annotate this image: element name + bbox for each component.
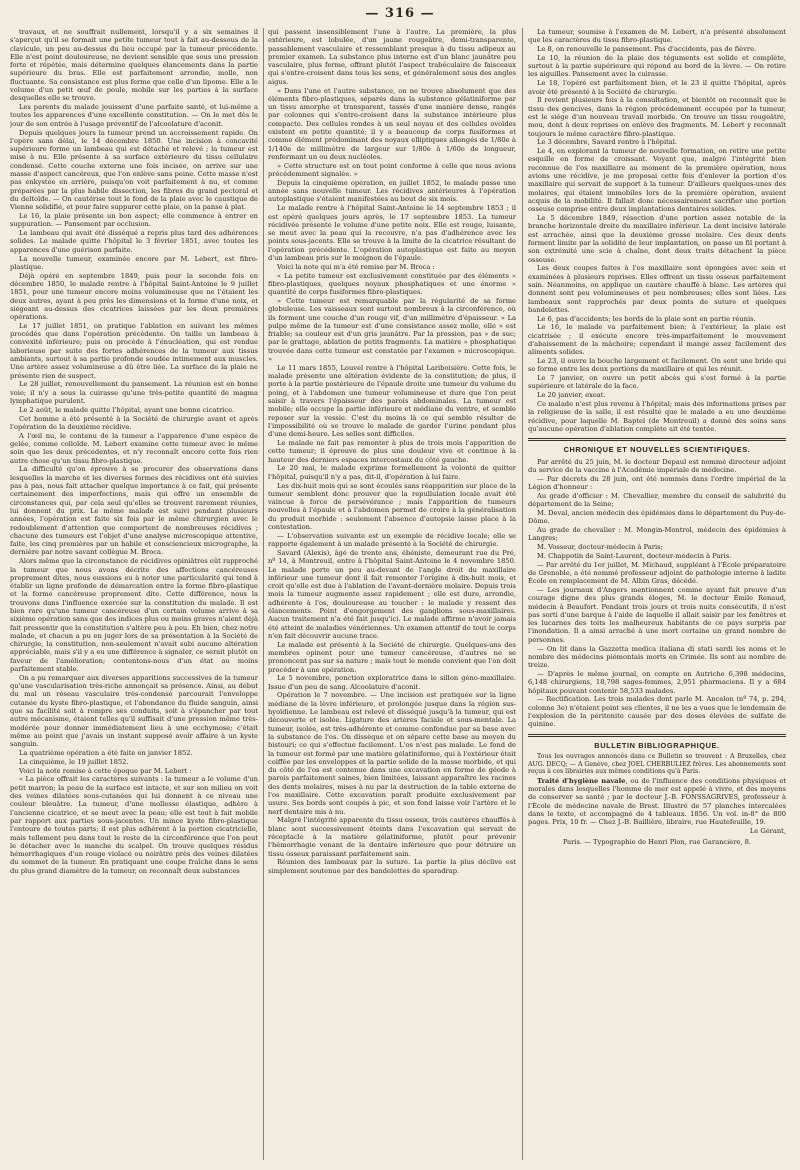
paragraph: — L'observation suivante est un exemple de récidive locale; elle se rapporte également à un malade présenté à la Société de chirurgie. [268,531,516,549]
bibliography-entry [528,777,786,827]
paragraph: Opération le 7 novembre. — Une incision est pratiquée sur la ligne médiane de la lèvre inférieure, et prolongée jusque dans la région sus-hyoïdienne. Le lambeau est relevé et disséqué jusqu'à la tumeur, qui est découverte et isolée. Ligature des artères faciale et sous-mentale. La tumeur, isolée, est très-adhérente et comme confondue par sa base avec la substance de l'os. On dissèque et on sépare cette base au moyen du bistouri; ce qui s'effectue facilement. L'os n'est pas malade. Le fond de la tumeur est formé par une matière gélatiniforme, qui à l'extérieur était coiffée par les enveloppes et la partie solide de la masse morbide, et qui du côté de l'os est contenue dans une excavation en forme de géode à parois parfaitement saines, bien limitées, laissant apparaître les racines des dents molaires, mises à nu par la destruction de la table externe de l'os maxillaire. Cette excavation paraît produite exclusivement par usure. Ses bords sont coupés à pic, et son fond laisse voir l'artère et le nerf dentaire mis à nu. [268,691,516,816]
news-item: — Par arrêté du 1er juillet, M. Michaud, suppléant à l'École préparatoire de Grenoble, a été nommé professeur adjoint de pathologie interne à ladite École en remplacement de M. Albin Gras, décédé. [528,560,786,586]
news-item: M. Chappotin de Saint-Laurent, docteur-médecin à Paris. [537,551,732,560]
paragraph: Le 11 mars 1855, Louvel rentre à l'hôpital Lariboisière. Cette fois, le malade présente une altération évidente de la constitution; de plus, il porte à la partie postérieure de l'épaule droite une tumeur du volume du poing, et à l'abdomen une tumeur volumineuse et dure que l'on peut saisir à travers l'épaisseur des parois abdominales. La tumeur est mobile; elle occupe la partie inférieure et médiane du ventre, et semble reposer sur la vessie. C'est du moins là ce qui semble résulter de l'impossibilité où se trouve le malade de garder l'urine pendant plus d'une demi-heure. Les selles sont difficiles. [268,363,516,439]
news-item: — On lit dans la Gazzetta medica italiana di stati sardi les noms et le nombre des médecins piémontais morts en Crimée. Ils sont au nombre de treize. [528,644,786,670]
paragraph: Le malade est présenté à la Société de chirurgie. Quelques-uns des membres opinent pour une tumeur cancéreuse, d'autres ne se prononcent pas sur sa nature ; mais tout le monde convient que l'on doit procéder à une opération. [268,640,516,674]
paragraph: » Cette structure est en tout point conforme à celle que nous avions précédemment signalée. » [268,161,516,179]
book-title: Traité d'hygiène navale [537,776,626,785]
news-item: M. Vosseur, docteur-médecin à Paris; [537,543,663,552]
paragraph: » Dans l'une et l'autre substance, on ne trouve absolument que des éléments fibro-plastiques, séparés dans la substance gélatiniforme par un tissu amorphe et transparent, tassés d'une manière dense, rangés par colonnes qui s'entre-croisent dans la substance intérieure plus compacte. Des cellules rondes à un seul noyau et des cellules ovoïdes existent en petite quantité; il y a beaucoup de corps fusiformes et comme élément prédominant des noyaux elliptiques allongés de 1/80e à 1/140e de millimètre de largeur sur 1/80e à 1/60e de longueur, renfermant un ou deux nucléoles. [268,86,516,161]
gerant-signature: Le Gérant, [749,827,786,836]
paragraph: « La petite tumeur est exclusivement constituée par des éléments » fibro-plastiques, quelques noyaux phosphatiques et une énorme » quantité de corps fusiformes fibro-plastiques. [268,271,516,297]
paragraph: Déjà opéré en septembre 1849, puis pour la seconde fois en décembre 1850, le malade rentre à l'hôpital Saint-Antoine le 9 juillet 1851, pour une tumeur encore moins volumineuse que ne l'étaient les deux autres, ayant à peu près les dimensions et la forme d'une noix, et siégeant au-dessus des cicatrices laissées par les deux premières opérations. [10,271,258,322]
paragraph: Voici la note qui m'a été remise par M. Broca : [277,262,435,271]
paragraph: Le 8, on renouvelle le pansement. Pas d'accidents, pas de fièvre. [537,45,757,54]
text-column-middle [268,28,516,1158]
paragraph: Depuis la cinquième opération, en juillet 1852, le malade passe une année sans nouvelle tumeur. Les récidives antérieures à l'opération autoplastique s'étaient manifestées au bout de six mois. [268,178,516,204]
paragraph: Le 3 décembre, Savard rentre à l'hôpital. [537,138,678,147]
news-item: Au grade d'officier : M. Chevallier, membre du conseil de salubrité du département de la Seine; [528,491,786,509]
paragraph: qui passent insensiblement l'une à l'autre. La première, la plus extérieure, est lobulée, d'un jaune rougeâtre, demi-transparente, passablement vasculaire et ressemblant presque à du tissu adipeux au premier examen. La substance plus interne est d'un blanc jaunâtre peu vasculaire, plus ferme, offrant plutôt l'aspect trabéculaire de faisceaux qui s'entre-croisent dans tous les sens, et généralement sous des angles aigus. [268,28,516,86]
paragraph: Cet homme a été présenté à la Société de chirurgie avant et après l'opération de la deuxième récidive. [10,414,258,431]
paragraph: Le 5 décembre 1849, résection d'une portion assez notable de la branche horizontale droite du maxillaire inférieur. La dent incisive latérale est arrachée, ainsi que la deuxième grosse molaire. Ces deux dents forment limite par la solidité de leur implantation, on passe un fil portant à son extrémité une scie à chaîne, dont deux traits détachent la pièce osseuse. [528,214,786,264]
book-description: , ou de l'influence des conditions physiques et morales dans lesquelles l'homme de mer est appelé à vivre, et des moyens de conserver sa santé ; par le docteur J.-B. FONSSAGRIVES, professeur à l'École de médecine navale de Brest. Illustré de 57 planches intercalées dans le texte, et accompagné de 4 tableaux. 1856. Un vol. in-8° de 800 pages. Prix, 10 fr. — Chez J.-B. Baillière, libraire, rue Hautefeuille, 19. [528,776,786,827]
paragraph: Le 20 janvier, exeat. [537,391,606,400]
paragraph: Le 7 janvier, on ouvre un petit abcès qui s'est formé à la partie supérieure et latérale de la face. [528,374,786,391]
paragraph: » Cette tumeur est remarquable par la régularité de sa forme globuleuse. Les vaisseaux sont surtout nombreux à la circonférence, où ils forment une couche d'un rouge vif, d'un millimètre d'épaisseur. » La pulpe même de la tumeur est d'une consistance assez molle, elle » est friable; sa couleur est d'un gris jaunâtre. Par la pression, pas » de suc; par le grattage, ablation de petits fragments. La matière » phosphatique trouvée dans cette tumeur est constatée par l'examen » microscopique. » [268,297,516,364]
text-column-left [10,28,258,1158]
paragraph: La tumeur, soumise à l'examen de M. Lebert, n'a présenté absolument que les caractères du tissu fibro-plastique. [528,28,786,45]
news-item: — Les journaux d'Angers mentionnent comme ayant fait preuve d'un courage digne des plus grands éloges, M. le docteur Émile Renaud, médecin à Beaufort. Pendant trois jours et trois nuits consécutifs, il n'est pas sorti d'une barque à l'aide de laquelle il allait saisir par les fenêtres et les lucarnes des toits les malheureux habitants de ce pays surpris par l'inondation. Il a ainsi arraché à une mort certaine un grand nombre de personnes. [528,586,786,644]
section-separator [528,438,786,439]
paragraph: Le 17 juillet 1851, on pratique l'ablation en suivant les mêmes procédés que dans l'opération précédente. On taille un lambeau à convexité inférieure; puis on procède à l'énucléation, qui est rendue laborieuse par suite des fortes adhérences de la tumeur aux tissus ambiants, surtout à sa partie profonde soudée intimement aux muscles. Une artère assez volumineuse a dû être liée. La surface de la plaie ne présente rien de suspect. [10,321,258,380]
paragraph: On a pu remarquer aux diverses apparitions successives de la tumeur qu'une vascularisation très-riche annonçait sa présence. Ainsi, au début du mal un réseau vasculaire très-condensé parcourait l'enveloppe cutanée du kyste fibro-plastique, et l'abondance du fluide sanguin, ainsi que sa facilité soit à rompre ses conduits, soit à s'épancher par tout autre mécanisme, étaient telles qu'il suffisait d'une pression même très-modérée pour donner immédiatement lieu à une ecchymose; c'était même au point que j'avais un instant supposé avoir affaire à un kyste sanguin. [10,673,258,749]
paragraph: Voici la note remise à cette époque par M. Lebert : [19,766,192,775]
news-item: — D'après le même journal, on compte en Autriche 6,398 médecins, 6,148 chirurgiens, 18,798 sages-femmes, 2,951 pharmaciens. Il y a 684 hôpitaux pouvant contenir 58,533 malades. [528,669,786,695]
news-item: — Rectification. Les trois malades dont parle M. Ancelon (nº 74, p. 294, colonne 3e) n'étaient point ses clientes, il ne les a vues que le lendemain de l'explosion de la péritonite causée par des doses élevées de sulfate de quinine. [528,695,786,729]
paragraph: Le 23, il ouvre la bouche largement et facilement. On sent une bride qui se forme entre les deux portions du maxillaire et qui les réunit. [528,357,786,374]
paragraph: La cinquième, le 19 juillet 1852. [19,757,129,766]
paragraph: Le 16, le malade va parfaitement bien; à l'extérieur, la plaie est cicatrisée ; il exécute encore très-imparfaitement le mouvement d'abaissement de la mâchoire; cependant il mange assez facilement des aliments solides. [528,323,786,357]
paragraph: Le 5 novembre, ponction exploratrice dans le sillon géno-maxillaire. Issue d'un peu de sang. Alcoolature d'aconit. [268,674,516,691]
section-separator [528,440,786,441]
paragraph: Réunion des lambeaux par la suture. La partie la plus déclive est simplement soutenue par des bandelettes de sparadrap. [268,858,516,875]
section-separator [528,736,786,737]
paragraph: Le malade rentre à l'hôpital Saint-Antoine le 14 septembre 1853 ; il est opéré quelques jours après, le 17 septembre 1853. La tumeur récidivée présente le volume d'une petite noix. Elle est rouge, luisante, se meut avec la peau qui la recouvre, n'a pas d'adhérence avec les points sous-jacents. Elle se trouve à la limite de la cicatrice résultant de l'opération précédente. L'opération autoplastique est faite au moyen d'un lambeau pris sur le moignon de l'épaule. [268,204,516,263]
news-item: Par arrêté du 25 juin, M. le docteur Depaul est nommé directeur adjoint du service de la vaccine à l'Académie impériale de médecine. [528,457,786,474]
paragraph: Ce malade n'est plus revenu à l'hôpital; mais des informations prises par la religieuse de la salle, il est résulté que le malade a eu une deuxième récidive, pour laquelle M. Baptel (de Montreuil) a donné des soins sans qu'aucune opération d'ablation complète ait été tentée. [528,400,786,433]
paragraph: Les parents du malade jouissent d'une parfaite santé, et lui-même a toutes les apparences d'une excellente constitution. — On le met dès le jour de son entrée à l'usage préventif de l'alcoolature d'aconit. [10,103,258,128]
paragraph: La quatrième opération a été faite en janvier 1852. [19,749,193,758]
paragraph: Alors même que la circonstance de récidives opiniâtres eût rapproché la tumeur que nous avons décrite des affections cancéreuses proprement dites, nous eussions eu à noter une particularité qui tend à établir un ligne profonde de démarcation entre la forme fibro-plastique et la forme cancéreuse proprement dite. Cette différence, nous la trouvons dans l'influence exercée sur la constitution du malade. Il est bien rare qu'une tumeur cancéreuse d'un certain volume arrive à sa sixième opération sans que des indices plus ou moins graves n'aient déjà fait pressentir que la constitution s'altère peu à peu. Eh bien, chez notre malade, et chacun a pu en juger lors de sa présentation à la Société de chirurgie, la constitution, non-seulement n'avait subi aucune altération appréciable, mais s'il y a eu une différence à signaler, ce serait plutôt en faveur de l'amélioration; contentons-nous d'un état au moins parfaitement stable. [10,557,258,674]
column-divider [522,28,523,1160]
paragraph: Le 2 août, le malade quitte l'hôpital, ayant une bonne cicatrice. [19,405,235,414]
paragraph: Le 16, la plaie présente un bon aspect; elle commence à entrer en suppuration. — Pansement par occlusion. [10,212,258,229]
paragraph: Les dix-huit mois qui se sont écoulés sans réapparition sur place de la tumeur semblent donc prouver que la repullulation locale avait été vaincue à force de persévérance ; mais l'apparition de tumeurs nouvelles à l'épaule et à l'abdomen permet de croire à la généralisation du produit morbide : seulement l'absence d'autopsie laisse place à la contestation. [268,481,516,532]
paragraph: Malgré l'intégrité apparente du tissu osseux, trois cautères chauffés à blanc sont successivement éteints dans l'excavation qui servait de réceptacle à la matière gélatiniforme, plutôt pour prévenir l'hémorrhagie venant de la dentaire inférieure que pour détruire un tissu osseux paraissant parfaitement sain. [268,816,516,858]
section-separator [528,734,786,735]
paragraph: Le 4, en explorant la tumeur de nouvelle formation, on retire une petite esquille en forme de croissant. Voyant que, malgré l'intégrité bien reconnue de l'os maxillaire au moment de la première opération, nous avions une récidive, je me proposai cette fois d'enlever la portion d'os maxillaire qui servait de support à la tumeur. D'ailleurs quelques-unes des molaires, qui étaient immobiles lors de la première opération, avaient acquis de la mobilité. Il fallait donc nécessairement sacrifier une portion osseuse comprise entre deux implantations dentaires solides. [528,147,786,214]
paragraph: Le 18, l'opéré est parfaitement bien, et le 23 il quitte l'hôpital, après avoir été présenté à la Société de chirurgie. [528,79,786,96]
printer-imprint: Paris. — Typographie de Henri Plon, rue Garancière, 8. [562,838,752,847]
paragraph: travaux, et ne souffrait nullement, lorsqu'il y a six semaines il s'aperçut qu'il se formait une petite tumeur tout à fait au-dessous de la clavicule, un peu au-dessus du lieu occupé par la tumeur précédente. Elle n'est point douloureuse, ne devient sensible que sous une pression forte et répétée, mais détermine quelques élancements dans la partie supérieure du bras. Elle est parfaitement arrondie, molle, non fluctuante. Sa consistance est plus ferme que celle d'un lipome. Elle a le volume d'un petit œuf de poule, mobile sur les parties à la surface desquelles elle se trouve. [10,28,258,103]
paragraph: Le 28 juillet, renouvellement du pansement. La réunion est en bonne voie; il n'y a sous la cuirasse qu'une très-petite quantité de magma lymphatique purulent. [10,380,258,406]
paragraph: La difficulté qu'on éprouve à se procurer des observations dans lesquelles la marche et les diverses formes des récidives ont été suivies pas à pas, nous fait attacher quelque importance à ce fait, qui présente certainement des imperfections, mais qui offre un ensemble de circonstances qui, par cela seul qu'elles se trouvent rarement réunies, lui donnent du prix. Le même malade est suivi pendant plusieurs années, l'opération est faite six fois par le même chirurgien avec le redoublement d'attention que comportent de nombreuses récidives ; chacune des tumeurs est l'objet d'une analyse microscopique attentive, faite, les cinq premières par un habile et consciencieux micrographe, la dernière par notre savant collègue M. Broca. [10,465,258,557]
paragraph: Savard (Alexis), âgé de trente ans, ébéniste, demeurant rue du Pré, nº 14, à Montreuil, entre à l'hôpital Saint-Antoine le 4 novembre 1850. Le malade porte un peu au-devant de l'angle droit du maxillaire inférieur une tumeur dont il fait remonter l'origine à dix-huit mois, et croit qu'elle est due à l'ablation de l'avant-dernière molaire. Depuis trois mois la tumeur augmente assez rapidement ; elle est dure, arrondie, adhérente à l'os, douloureuse au toucher : le malade y ressent des élancements. Point d'engorgement des ganglions sous-maxillaires. Aucun traitement n'a été fait jusqu'ici. Le malade affirme n'avoir jamais été atteint de maladies vénériennes. Un examen attentif de tout le corps n'en fait découvrir aucune trace. [268,548,516,640]
text-column-right [528,28,786,1158]
paragraph: Le 20 mai, le malade exprime formellement la volonté de quitter l'hôpital, puisqu'il n'y a pas, dit-il, d'opération à lui faire. [268,464,516,481]
page-number: — 316 — [365,6,435,21]
bulletin-title: BULLETIN BIBLIOGRAPHIQUE. [594,740,720,750]
paragraph: Il revient plusieurs fois à la consultation, et bientôt on reconnaît que le tissu des gencives, dans la région précédemment occupée par la tumeur, est le siége d'un nouveau travail morbide. On trouve un tissu rougeâtre, mou, dont à deux reprises on enlève des fragments. M. Lebert y reconnaît toujours le même caractère fibro-plastique. [528,96,786,138]
paragraph: Le 10, la réunion de la plaie des téguments est solide et complète, surtout à la partie supérieure qui répond au bord de la lèvre. — On retire les aiguilles. Pansement avec la cuirasse. [528,53,786,79]
paragraph: Depuis quelques jours la tumeur prend un accroissement rapide. On l'opère sans délai, le 14 décembre 1850. Une incision à concavité supérieure forme un lambeau qui est détaché et relevé ; la tumeur est mise à nu. Elle présente à sa surface extérieure du tissu cellulaire condensé. Cette couche externe une fois incisée, on arrive sur une masse d'aspect cancéreux, que l'on enlève sans peine. Cette masse n'est pas enkystée en arrière, puisqu'on voit parfaitement à nu, et comme préparées par la plus habile dissection, les fibres du grand pectoral et du deltoïde. — On cautérise tout le fond de la plaie avec le caustique de Vienne solidifié, et pour faire suppurer cette plaie, on la panse à plat. [10,128,258,212]
paragraph: La nouvelle tumeur, examinée encore par M. Lebert, est fibro-plastique. [10,254,258,271]
news-item: Au grade de chevalier : M. Mongin-Montrol, médecin des épidémies à Langres; [528,525,786,543]
column-divider [263,28,264,1160]
paragraph: A l'œil nu, le contenu de la tumeur a l'apparence d'une espèce de gelée, comme colloïde. M. Lebert examine cette tumeur avec le même soin que les deux précédentes, et n'y reconnaît encore cette fois rien autre chose qu'un tissu fibro-plastique. [10,431,258,465]
chronique-title: CHRONIQUE ET NOUVELLES SCIENTIFIQUES. [563,445,751,455]
paragraph: Le lambeau qui avait été disséqué a repris plus tard des adhérences solides. Le malade quitte l'hôpital le 3 février 1851, avec toutes les apparences d'une guérison parfaite. [10,229,258,254]
bulletin-intro: Tous les ouvrages annoncés dans ce Bulletin se trouvent : A Bruxelles, chez AUG. DECQ; — A Genève, chez JOEL CHERBULIEZ frères. Les abonnements sont reçus à ces librairies aux mêmes conditions qu'à Paris. [528,752,786,776]
news-item: — Par décrets du 28 juin, ont été nommés dans l'ordre impérial de la Légion d'honneur : [528,474,786,491]
paragraph: « La pièce offrait les caractères suivants : la tumeur a le volume d'un petit marron; la peau de la surface est intacte, et sur son milieu on voit des veines dilatées sous-cutanées qui lui donnent à ce niveau une couleur bleuâtre. La tumeur, d'une mollesse élastique, adhère à l'ancienne cicatrice, et se meut avec la peau; elle est tout à fait mobile par rapport aux parties sous-jacentes. Un mince kyste fibro-plastique l'entoure de toutes parts; il est plus adhérent à la portion cicatricielle, mais tellement peu dans tout le reste de la circonférence que l'on peut le détacher avec le manche du scalpel. On trouve quelques résidus hémorrhagiques d'un rouge violacé ou noirâtre près des veines dilatées du sommet de la tumeur. En pratiquant une coupe fraîche dans le sens du plus grand diamètre de la tumeur, on reconnaît deux substances [10,775,258,875]
paragraph: Le malade ne fait pas remonter à plus de trois mois l'apparition de cette tumeur; il éprouve de plus une douleur vive et continue à la hauteur des derniers espaces intercostaux du côté gauche. [268,439,516,464]
paragraph: Les deux coupes faites à l'os maxillaire sont épongées avec soin et examinées à plusieurs reprises. Elles offrent un tissu osseux parfaitement sain. Néanmoins, on applique un cautère chauffé à blanc. Les artères qui donnent sont peu volumineuses et peu nombreuses; elles sont liées. Les lambeaux sont rapprochés par deux points de suture et quelques bandelettes. [528,264,786,314]
paragraph: Le 6, pas d'accidents; les bords de la plaie sont en partie réunis. [537,314,756,323]
news-item: M. Deval, ancien médecin des épidémies dans le département du Puy-de-Dôme. [528,508,786,526]
